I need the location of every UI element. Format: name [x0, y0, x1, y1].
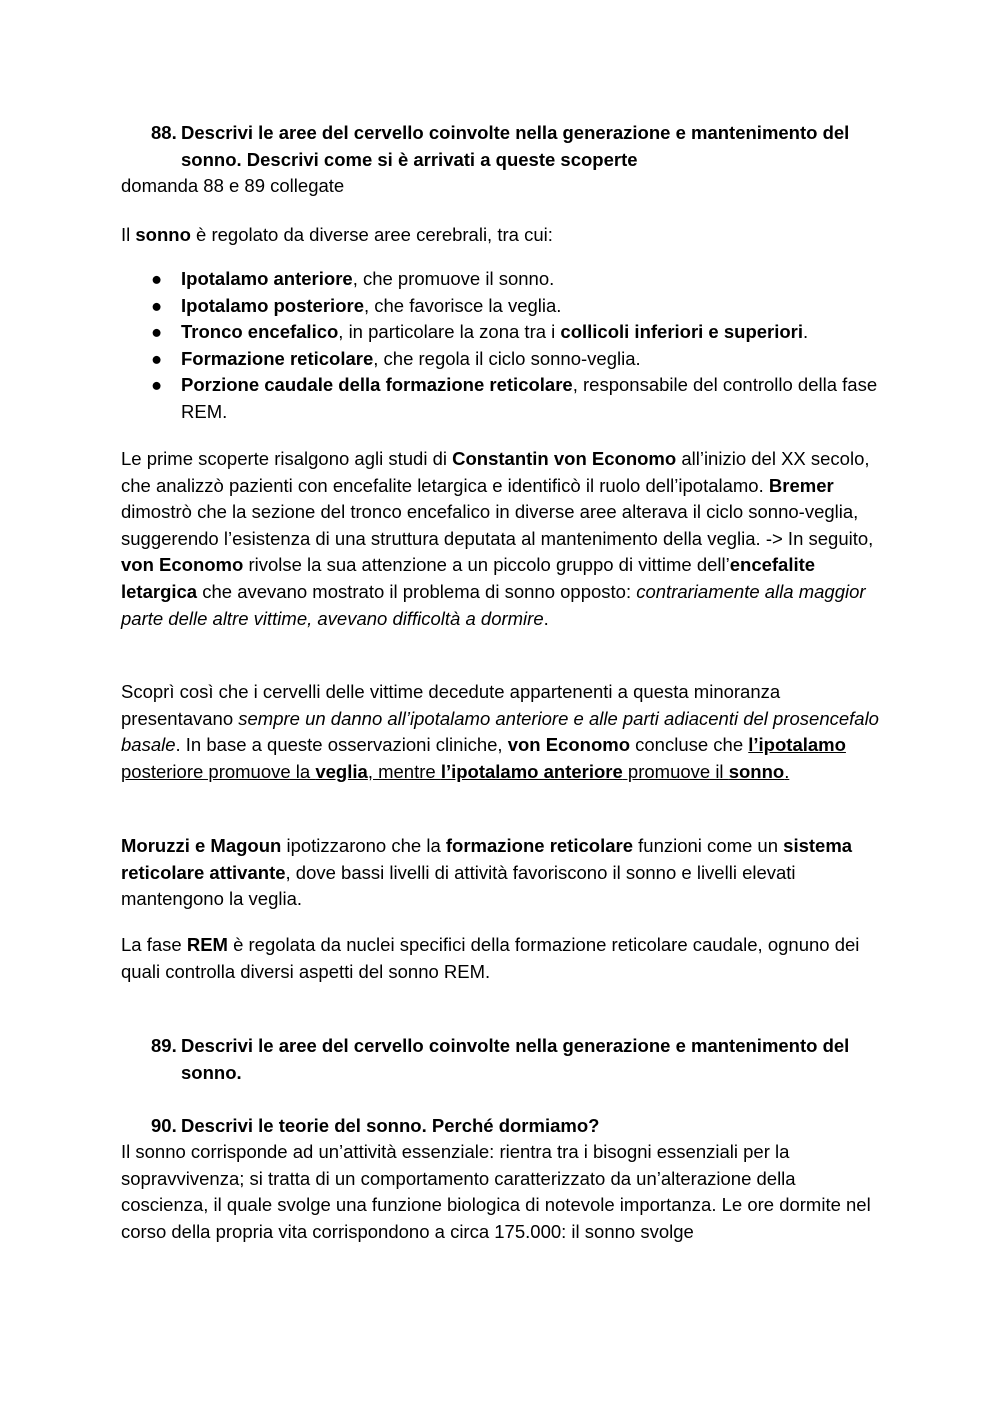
question-number: 90. — [151, 1115, 177, 1136]
text-span: all’inizio del XX secolo, che analizzò pazienti con encefalite letargica e identificò il ruolo dell’ipotalamo. — [121, 448, 870, 496]
bold-term: Bremer — [768, 474, 834, 496]
bold-term: Moruzzi e Magoun — [121, 835, 282, 856]
text-span: . In base a queste osservazioni cliniche, — [175, 734, 508, 756]
text-span: è regolato da diverse aree cerebrali, tra cui: — [190, 224, 553, 245]
question-88-heading — [151, 120, 891, 173]
bold-term: l’ipotalamo — [748, 734, 846, 756]
text-span: , che regola il ciclo sonno-veglia. — [373, 347, 641, 369]
bold-term: collicoli inferiori e superiori — [560, 321, 804, 343]
question-title: Descrivi le teorie del sonno. Perché dormiamo? — [181, 1115, 600, 1136]
bold-term: Formazione reticolare — [181, 347, 374, 369]
bold-term: REM — [186, 934, 228, 955]
italic-text: contrariamente alla maggior parte delle altre vittime, avevano difficoltà a dormire — [121, 580, 866, 629]
bullet-icon: ● — [151, 294, 163, 316]
list-item — [151, 266, 881, 293]
bold-term: encefalite letargica — [121, 554, 816, 602]
text-span: , in particolare la zona tra i — [338, 321, 561, 343]
text-span: concluse che — [630, 734, 749, 756]
text-span: La fase — [121, 934, 187, 955]
linked-questions-note: domanda 88 e 89 collegate — [121, 175, 345, 196]
text-span: Le prime scoperte risalgono agli studi di — [121, 448, 453, 469]
list-item — [151, 293, 881, 320]
text-span: è regolata da nuclei specifici della formazione reticolare caudale, ognuno dei quali controlla diversi aspetti del sonno REM. — [121, 934, 860, 982]
bold-term: von Economo — [121, 554, 244, 576]
bold-term: Ipotalamo posteriore — [181, 294, 364, 316]
bold-term: l’ipotalamo anteriore — [440, 760, 623, 782]
question-number: 88. — [151, 122, 177, 143]
intro-paragraph — [121, 222, 881, 249]
bold-term: Constantin von Economo — [452, 448, 677, 469]
list-item — [151, 346, 881, 373]
text-span: dimostrò che la sezione del tronco encefalico in diverse aree alterava il ciclo sonno-veglia, suggerendo l’esistenza di una struttura deputata al mantenimento della veglia. -> In seguito, — [121, 501, 874, 549]
sleep-theory-paragraph: Il sonno corrisponde ad un’attività essenziale: rientra tra i bisogni essenziali per la sopravvivenza; si tratta di un comportamento caratterizzato da un’alterazione della coscienza, il quale svolge una funzione biologica di notevole importanza. Le ore dormite nel corso della propria vita corrispondono a circa 175.000: il sonno svolge — [121, 1141, 871, 1242]
bold-term: veglia — [315, 760, 368, 782]
question-number: 89. — [151, 1035, 177, 1056]
von-economo-paragraph — [121, 679, 881, 785]
bold-term: Ipotalamo anteriore — [181, 268, 353, 289]
text-span: funzioni come un — [633, 835, 784, 856]
bullet-icon: ● — [151, 268, 163, 289]
list-item — [151, 372, 881, 425]
text-span: rivolse la sua attenzione a un piccolo gruppo di vittime dell’ — [243, 554, 730, 576]
question-title: Descrivi le aree del cervello coinvolte nella generazione e mantenimento del sonno. — [181, 1035, 850, 1083]
text-span: . — [784, 760, 790, 782]
question-89-heading — [151, 1033, 891, 1086]
bold-term: von Economo — [507, 734, 630, 756]
text-span: Scoprì così che i cervelli delle vittime decedute appartenenti a questa minoranza presentavano — [121, 681, 781, 729]
bullet-icon: ● — [151, 347, 163, 369]
bullet-icon: ● — [151, 374, 163, 396]
text-span: , responsabile del controllo della fase REM. — [181, 374, 878, 422]
history-paragraph — [121, 446, 881, 632]
text-span: . — [543, 607, 549, 629]
text-span: , che promuove il sonno. — [352, 268, 555, 289]
question-90-heading — [151, 1113, 891, 1140]
text-span: . — [803, 321, 809, 343]
text-span: che avevano mostrato il problema di sonno opposto: — [197, 580, 637, 602]
text-span: posteriore promuove la — [121, 760, 316, 782]
text-span: promuove il — [622, 760, 729, 782]
text-span: , che favorisce la veglia. — [363, 294, 562, 316]
text-span: , dove bassi livelli di attività favoriscono il sonno e livelli elevati mantengono la veglia. — [121, 861, 796, 910]
text-span: Il — [121, 224, 136, 245]
bold-term: formazione reticolare — [445, 835, 633, 856]
bold-term: sistema reticolare attivante — [121, 835, 853, 883]
bold-term: sonno — [135, 224, 191, 245]
bold-term: Tronco encefalico — [181, 321, 339, 343]
bullet-icon: ● — [151, 321, 163, 343]
bold-term: Porzione caudale della formazione reticolare — [181, 374, 573, 396]
moruzzi-magoun-paragraph — [121, 833, 881, 913]
text-span: , mentre — [367, 760, 441, 782]
italic-text: sempre un danno all’ipotalamo anteriore e alle parti adiacenti del prosencefalo basale — [121, 707, 879, 756]
brain-areas-list — [151, 266, 881, 426]
text-span: ipotizzarono che la — [281, 835, 446, 856]
bold-term: sonno — [728, 760, 785, 782]
list-item — [151, 319, 881, 346]
question-title: Descrivi le aree del cervello coinvolte nella generazione e mantenimento del sonno. Descrivi come si è arrivati a queste scoperte — [181, 122, 850, 170]
rem-paragraph — [121, 932, 881, 985]
